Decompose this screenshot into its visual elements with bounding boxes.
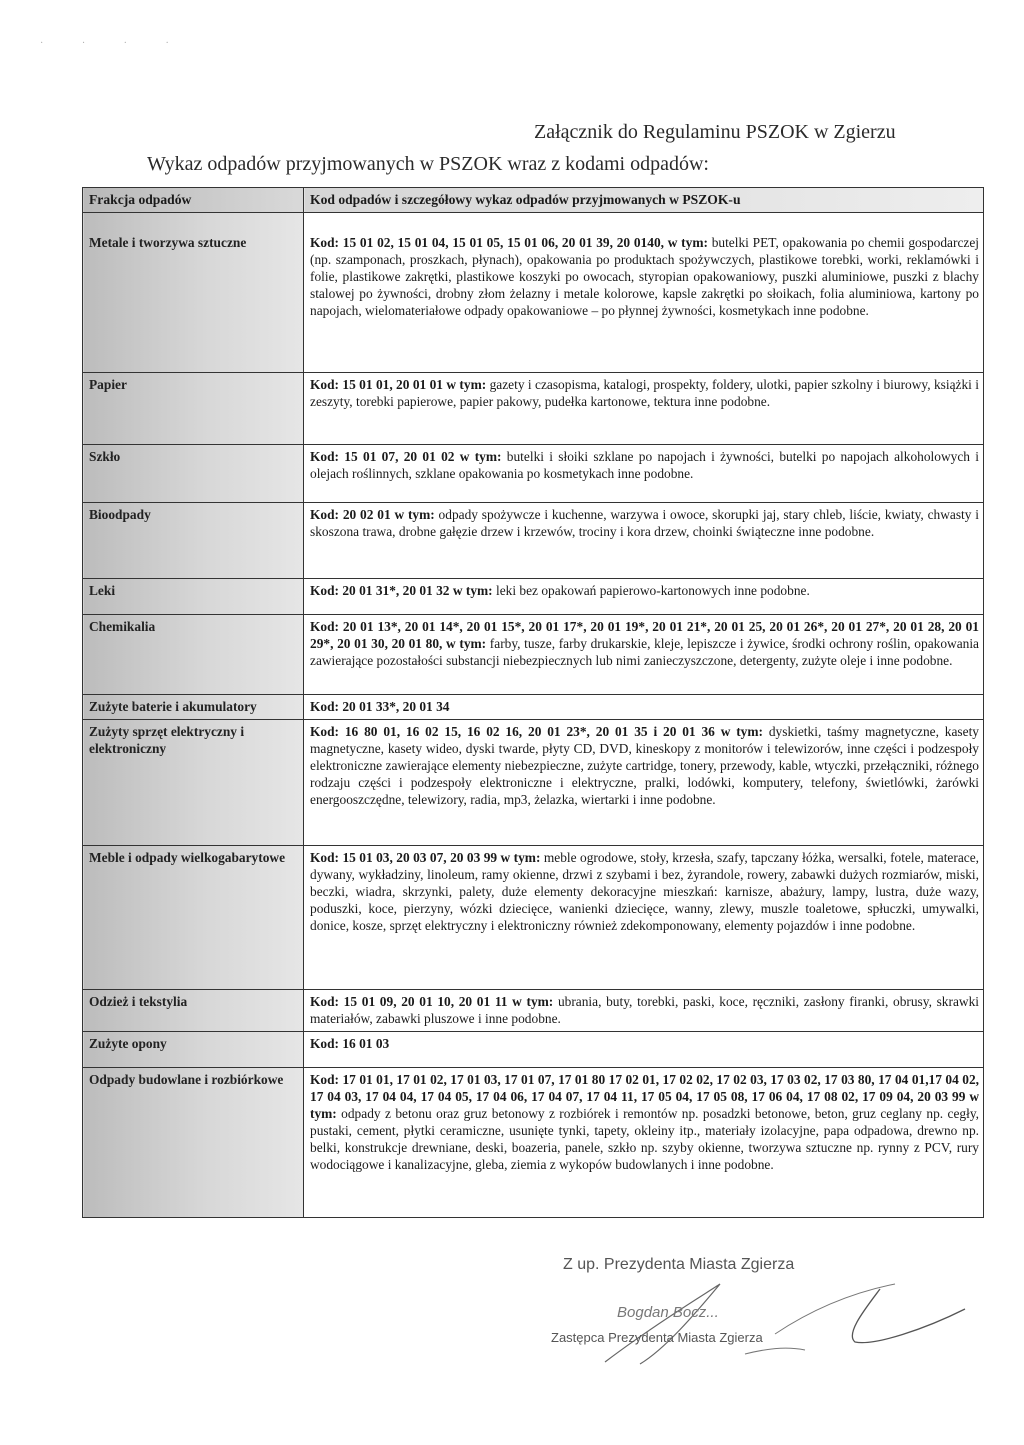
waste-details: butelki PET, opakowania po chemii gospodarczej (np. szamponach, proszkach, płynach), opakowania po produktach spożywczych, plastikowe torebki, worki, reklamówki i folie, plastikowe zakrętki, plastikowe koszyki po owocach, styropian opakowaniowy, puszki aluminiowe, puszki z blachy stalowej po żywności, drobny złom żelazny i metale kolorowe, kapsle zakrętki po słoikach, folia aluminiowa, kartony po napojach, wielomateriałowe odpady opakowaniowe – po płynnej żywności, kosmetykach inne podobne. [310,235,979,318]
waste-details: gazety i czasopisma, katalogi, prospekty, foldery, ulotki, papier szkolny i biurowy, książki i zeszyty, torebki papierowe, papier pakowy, pudełka kartonowe, tektura inne podobne. [310,377,979,409]
list-title: Wykaz odpadów przyjmowanych w PSZOK wraz z kodami odpadów: [147,153,709,175]
waste-code: Kod: 15 01 01, 20 01 01 w tym: [310,377,487,392]
table-row [83,615,984,695]
waste-code: Kod: 15 01 03, 20 03 07, 20 03 99 w tym: [310,850,541,865]
waste-details: odpady z betonu oraz gruz betonowy z rozbiórek i remontów np. posadzki betonowe, beton, gruz ceglany np. cegły, pustaki, cement, płytki ceramiczne, usunięte tynki, tapety, okleiny itp., materiały izolacyjne, papa odpadowa, drewno np. belki, konstrukcje drewniane, deski, boazeria, panele, szkło np. szyby okienne, tworzywa sztuczne np. rynny z PCV, rury wodociągowe i kanalizacyjne, gleba, ziemia z wykopów budowlanych i inne podobne. [310,1106,979,1172]
waste-code: Kod: 17 01 01, 17 01 02, 17 01 03, 17 01 07, 17 01 80 17 02 01, 17 02 02, 17 02 03, 17 03 02, 17 03 80, 17 04 01,17 04 02, 17 04 03, 17 04 04, 17 04 05, 17 04 06, 17 04 07, 17 04 11, 17 05 04, 17 05 08, 17 06 04, 17 08 02, 17 09 04, 20 03 99 w tym: [310,1072,979,1121]
fraction-cell: Zużyte opony [83,1032,304,1068]
description-cell [304,373,984,445]
description-cell [304,1032,984,1068]
waste-code: Kod: 20 01 13*, 20 01 14*, 20 01 15*, 20 01 17*, 20 01 19*, 20 01 21*, 20 01 25, 20 01 26*, 20 01 27*, 20 01 28, 20 01 29*, 20 01 30, 20 01 80, w tym: [310,619,979,651]
waste-details: butelki i słoiki szklane po napojach i żywności, butelki po napojach alkoholowych i olejach roślinnych, szklane opakowania po kosmetykach inne podobne. [310,449,979,481]
waste-details: dyskietki, taśmy magnetyczne, kasety magnetyczne, kasety wideo, dyski twarde, płyty CD, DVD, kineskopy z monitorów i telewizorów, inne części i podzespoły elektroniczne zawierające elementy niebezpieczne, zużyte cartridge, tonery, przewody, kable, wtyczki, przełączniki, różnego rodzaju części i podzespoły elektroniczne i elektryczne, pralki, lodówki, komputery, telefony, świetlówki, żarówki energooszczędne, telewizory, radia, mp3, żelazka, wiertarki i inne podobne. [310,724,979,807]
waste-code: Kod: 20 02 01 w tym: [310,507,435,522]
waste-details: leki bez opakowań papierowo-kartonowych inne podobne. [492,583,810,598]
signature-title: Zastępca Prezydenta Miasta Zgierza [551,1330,763,1345]
table-header-row [83,188,984,213]
signature-authority: Z up. Prezydenta Miasta Zgierza [563,1256,795,1273]
description-cell [304,720,984,846]
waste-code: Kod: 20 01 33*, 20 01 34 [310,699,450,714]
fraction-cell: Metale i tworzywa sztuczne [83,213,304,373]
description-cell [304,990,984,1032]
fraction-cell: Chemikalia [83,615,304,695]
waste-details: odpady spożywcze i kuchenne, warzywa i owoce, skorupki jaj, stary chleb, liście, kwiaty, chwasty i skoszona trawa, drobne gałęzie drzew i krzewów, trociny i kora drzew, choinki świąteczne inne podobne. [310,507,979,539]
table-row [83,990,984,1032]
scan-specks: · · · · [40,38,187,49]
waste-code: Kod: 16 01 03 [310,1036,390,1051]
waste-code: Kod: 20 01 31*, 20 01 32 w tym: [310,583,493,598]
header-fraction: Frakcja odpadów [83,188,304,213]
table-row [83,445,984,503]
waste-details: ubrania, buty, torebki, paski, koce, ręczniki, zasłony firanki, obrusy, skrawki materiałów, zabawki pluszowe i inne podobne. [310,994,979,1026]
waste-details: meble ogrodowe, stoły, krzesła, szafy, tapczany łóżka, wersalki, fotele, materace, dywany, wykładziny, linoleum, ramy okienne, drzwi z szybami i bez, żyrandole, rowery, zabawki dużych rozmiarów, miski, beczki, wiadra, skrzynki, palety, duże elementy dekoracyjne mieszkań: karnisze, abażury, lampy, lustra, duże wazy, poduszki, koce, pierzyny, wózki dziecięce, wanienki dziecięce, wanny, zlewy, muszle toaletowe, spłuczki, umywalki, donice, kosze, sprzęt elektryczny i elektroniczny również zdekomponowany, elementy pojazdów i inne podobne. [310,850,979,933]
description-cell [304,503,984,579]
description-cell [304,579,984,615]
header-codes: Kod odpadów i szczegółowy wykaz odpadów przyjmowanych w PSZOK-u [304,188,984,213]
signature-block [545,1254,1005,1384]
waste-code: Kod: 15 01 09, 20 01 10, 20 01 11 w tym: [310,994,554,1009]
table-row [83,373,984,445]
description-cell [304,615,984,695]
fraction-cell: Odzież i tekstylia [83,990,304,1032]
fraction-cell: Zużyte baterie i akumulatory [83,695,304,720]
table-row [83,579,984,615]
fraction-cell: Leki [83,579,304,615]
table-row [83,1032,984,1068]
fraction-cell: Szkło [83,445,304,503]
waste-code: Kod: 15 01 02, 15 01 04, 15 01 05, 15 01 06, 20 01 39, 20 0140, w tym: [310,235,708,250]
table-row [83,695,984,720]
description-cell [304,445,984,503]
description-cell [304,846,984,990]
waste-table [82,187,984,1218]
waste-code: Kod: 15 01 07, 20 01 02 w tym: [310,449,502,464]
waste-details: farby, tusze, farby drukarskie, kleje, lepiszcze i żywice, środki ochrony roślin, opakowania zawierające pozostałości substancji niebezpiecznych lub nimi zanieczyszczone, detergenty, zużyte oleje i inne podobne. [310,636,979,668]
table-row [83,503,984,579]
fraction-cell: Odpady budowlane i rozbiórkowe [83,1068,304,1218]
fraction-cell: Meble i odpady wielkogabarytowe [83,846,304,990]
table-row [83,846,984,990]
table-row [83,213,984,373]
fraction-cell: Papier [83,373,304,445]
table-row [83,1068,984,1218]
fraction-cell: Zużyty sprzęt elektryczny i elektroniczny [83,720,304,846]
description-cell [304,1068,984,1218]
signature-name: Bogdan Bocz... [617,1304,719,1321]
table-row [83,720,984,846]
description-cell [304,695,984,720]
description-cell [304,213,984,373]
annex-title: Załącznik do Regulaminu PSZOK w Zgierzu [534,121,896,143]
fraction-cell: Bioodpady [83,503,304,579]
waste-code: Kod: 16 80 01, 16 02 15, 16 02 16, 20 01 23*, 20 01 35 i 20 01 36 w tym: [310,724,763,739]
